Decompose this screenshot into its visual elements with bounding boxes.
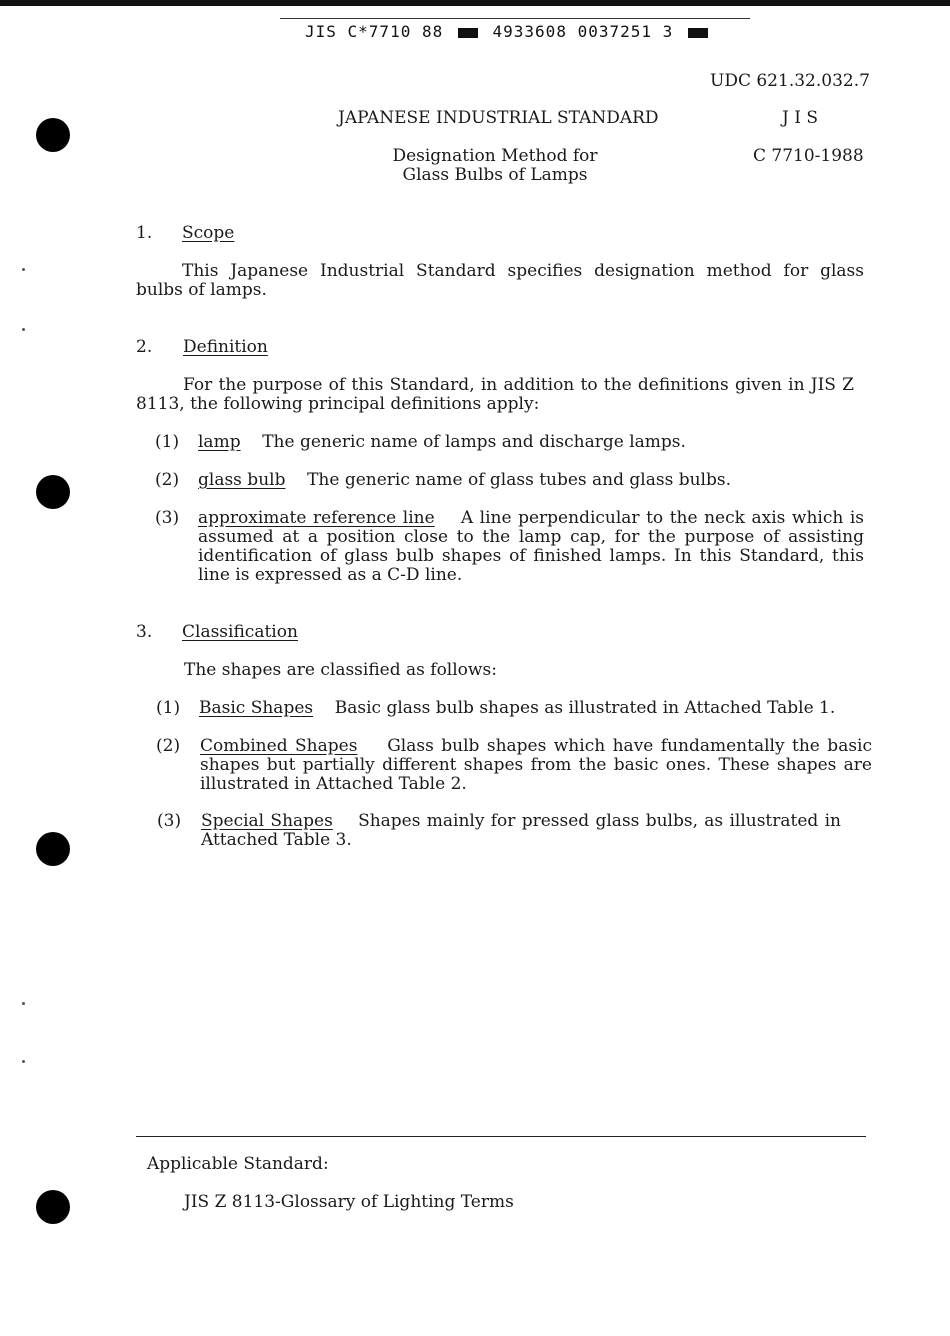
header-code: [305, 22, 712, 41]
term-special-shapes: Special Shapes: [201, 811, 333, 831]
classification-item-1: [199, 699, 869, 718]
classification-item-1-num: (1): [156, 698, 181, 718]
definition-item-3-text: A line perpendicular to the neck axis which is assumed at a position close to the lamp cap, for the purpose of assisting identification of glass bulb shapes of finished lamps. In this Standard, this line is expressed as a C-D line.: [198, 508, 865, 585]
term-basic-shapes: Basic Shapes: [199, 698, 314, 718]
footer-rule: [136, 1136, 866, 1137]
classification-item-3: [201, 812, 841, 850]
section-heading-scope: Scope: [182, 223, 235, 243]
applicable-standard-label: Applicable Standard:: [147, 1154, 329, 1174]
classification-intro: The shapes are classified as follows:: [184, 660, 497, 680]
standard-org: JAPANESE INDUSTRIAL STANDARD: [338, 108, 659, 128]
subject-line-2: Glass Bulbs of Lamps: [402, 165, 588, 185]
header-rule: [280, 18, 750, 19]
section-heading-classification: Classification: [182, 622, 298, 642]
term-lamp: lamp: [198, 432, 241, 452]
section-number-definition: 2.: [136, 337, 153, 357]
definition-intro: For the purpose of this Standard, in addition to the definitions given in JIS Z 8113, the following principal definitions apply:: [136, 375, 854, 414]
definition-item-1-text: The generic name of lamps and discharge lamps.: [262, 432, 686, 452]
classification-item-2-num: (2): [156, 736, 181, 756]
classification-item-2: [200, 737, 872, 794]
definition-item-1-num: (1): [155, 432, 180, 452]
scan-speck: [22, 1002, 25, 1005]
section-heading-definition: Definition: [183, 337, 268, 357]
redaction-block-1: [458, 28, 478, 38]
term-combined-shapes: Combined Shapes: [200, 736, 358, 756]
punch-hole-1: [36, 118, 70, 152]
term-approximate-reference-line: approximate reference line: [198, 508, 435, 528]
standard-number: C 7710-1988: [753, 146, 864, 166]
classification-item-1-text: Basic glass bulb shapes as illustrated in Attached Table 1.: [334, 698, 836, 718]
punch-hole-3: [36, 832, 70, 866]
scan-speck: [22, 268, 25, 271]
subject-line-1: Designation Method for: [392, 146, 598, 166]
classification-item-3-num: (3): [157, 811, 182, 831]
udc-number: UDC 621.32.032.7: [710, 71, 870, 91]
section-number-classification: 3.: [136, 622, 153, 642]
scan-speck: [22, 1060, 25, 1063]
definition-item-1: [198, 433, 838, 452]
redaction-block-2: [688, 28, 708, 38]
definition-item-2: [198, 471, 838, 490]
header-code-part2: 4933608 0037251 3: [492, 22, 674, 41]
scope-paragraph: This Japanese Industrial Standard specifies designation method for glass bulbs of lamps.: [136, 261, 864, 300]
scan-top-border: [0, 0, 950, 6]
section-number-scope: 1.: [136, 223, 153, 243]
applicable-standard-reference: JIS Z 8113-Glossary of Lighting Terms: [184, 1192, 514, 1212]
definition-item-2-num: (2): [155, 470, 180, 490]
header-code-part1: JIS C*7710 88: [305, 22, 444, 41]
jis-mark: J I S: [782, 108, 818, 128]
punch-hole-2: [36, 475, 70, 509]
definition-item-2-text: The generic name of glass tubes and glass bulbs.: [307, 470, 731, 490]
term-glass-bulb: glass bulb: [198, 470, 286, 490]
scan-speck: [22, 328, 25, 331]
punch-hole-4: [36, 1190, 70, 1224]
definition-item-3: [198, 509, 864, 585]
classification-item-3-text: Shapes mainly for pressed glass bulbs, as illustrated in Attached Table 3.: [201, 811, 841, 850]
classification-item-2-text: Glass bulb shapes which have fundamentally the basic shapes but partially different shapes from the basic ones. These shapes are illustrated in Attached Table 2.: [200, 736, 873, 794]
definition-item-3-num: (3): [155, 508, 180, 528]
